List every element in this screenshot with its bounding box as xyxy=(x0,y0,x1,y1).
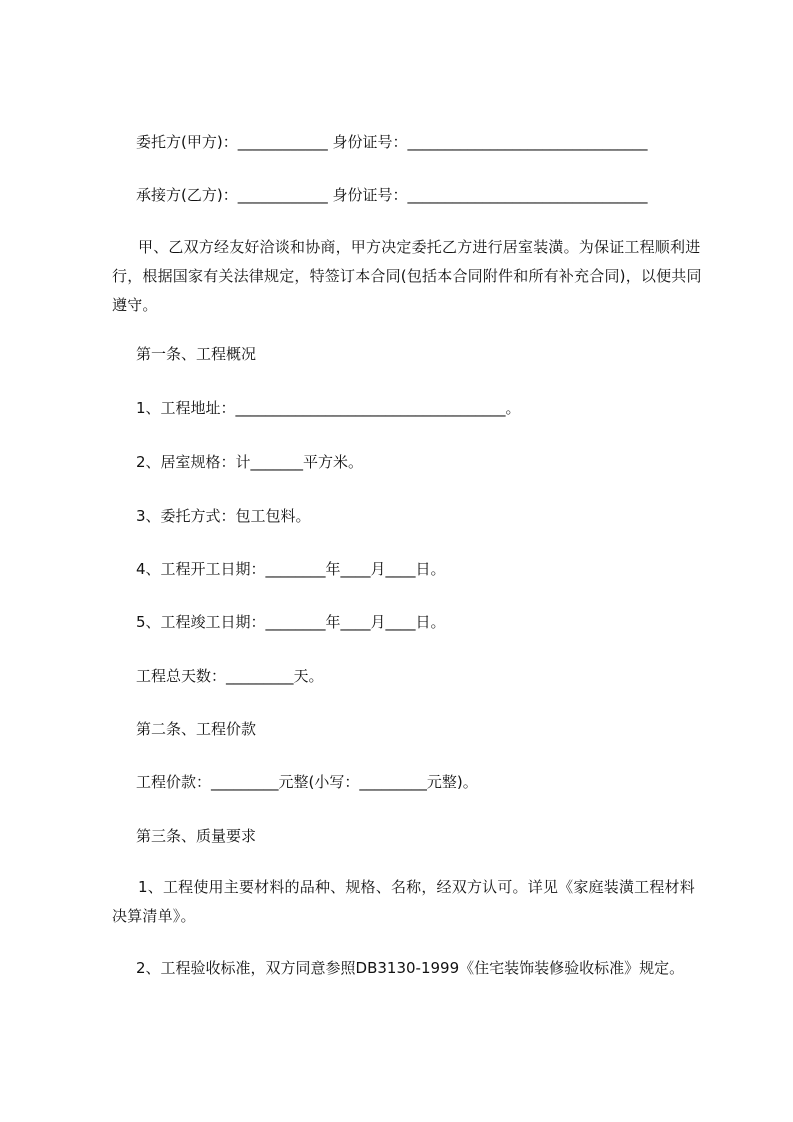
acceptance-standard-item: 2、工程验收标准，双方同意参照DB3130-1999《住宅装饰装修验收标准》规定。 xyxy=(136,959,685,977)
party-b-line: 承接方(乙方)：____________ 身份证号：________________________________ xyxy=(136,186,648,204)
project-price-item: 工程价款：_________元整(小写：_________元整)。 xyxy=(136,773,478,791)
completion-date-item: 5、工程竣工日期：________年____月____日。 xyxy=(136,613,446,631)
total-days-item: 工程总天数：_________天。 xyxy=(136,667,324,685)
article-1-title: 第一条、工程概况 xyxy=(136,345,257,363)
preamble-paragraph: 甲、乙双方经友好洽谈和协商，甲方决定委托乙方进行居室装潢。为保证工程顺利进行，根据国家有关法律规定，特签订本合同(包括本合同附件和所有补充合同)，以便共同遵守。 xyxy=(112,238,702,314)
commission-method-item: 3、委托方式：包工包料。 xyxy=(136,507,311,525)
party-a-line: 委托方(甲方)：____________ 身份证号：________________________________ xyxy=(136,133,648,151)
project-address-item: 1、工程地址：____________________________________。 xyxy=(136,399,521,417)
start-date-item: 4、工程开工日期：________年____月____日。 xyxy=(136,560,446,578)
materials-item: 1、工程使用主要材料的品种、规格、名称，经双方认可。详见《家庭装潢工程材料决算清单》。 xyxy=(112,878,695,925)
article-2-title: 第二条、工程价款 xyxy=(136,720,257,738)
room-size-item: 2、居室规格：计_______平方米。 xyxy=(136,453,364,471)
article-3-title: 第三条、质量要求 xyxy=(136,827,257,845)
